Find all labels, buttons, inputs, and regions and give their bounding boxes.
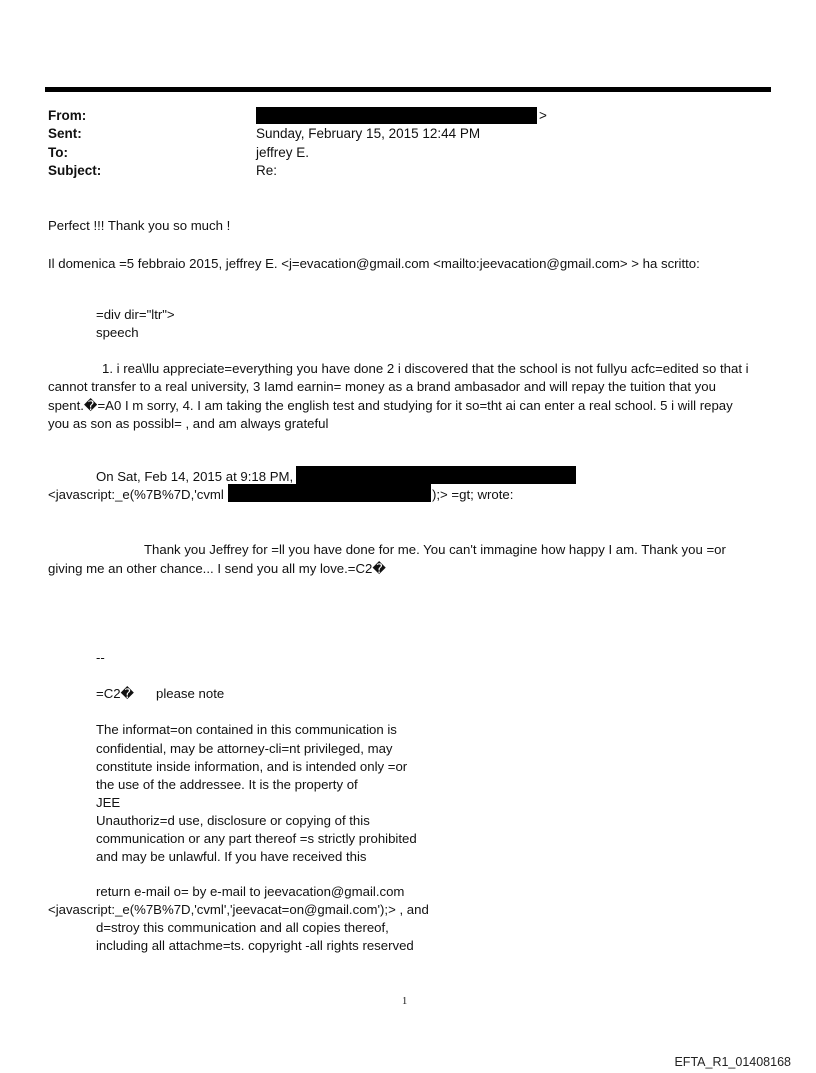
thank-you-line-1: Thank you Jeffrey for =ll you have done for me. You can't immagine how happy I am. Thank you =or bbox=[144, 542, 726, 557]
numbered-paragraph-line-4: you as son as possibl= , and am always grateful bbox=[48, 416, 329, 431]
subject-value: Re: bbox=[256, 163, 278, 178]
disclaimer-line: JEE bbox=[96, 795, 121, 810]
disclaimer-line: The informat=on contained in this communication is bbox=[96, 722, 397, 737]
sent-value: Sunday, February 15, 2015 12:44 PM bbox=[256, 126, 481, 141]
disclaimer-line: Unauthoriz=d use, disclosure or copying of this bbox=[96, 813, 370, 828]
note-prefix: =C2� bbox=[96, 686, 135, 701]
disclaimer-line: the use of the addressee. It is the property of bbox=[96, 777, 358, 792]
page-number: 1 bbox=[402, 996, 408, 1007]
disclaimer-line: confidential, may be attorney-cli=nt privileged, may bbox=[96, 741, 393, 756]
on-sat-line: On Sat, Feb 14, 2015 at 9:18 PM, bbox=[96, 469, 294, 484]
to-label: To: bbox=[48, 145, 68, 160]
numbered-paragraph-line-3: spent.�=A0 I m sorry, 4. I am taking the english test and studying for it so=tht ai can enter a real school. 5 i will repay bbox=[48, 398, 733, 413]
js-prefix: <javascript:_e(%7B%7D,'cvml bbox=[48, 487, 224, 502]
top-rule bbox=[45, 87, 771, 92]
return-line-3: d=stroy this communication and all copies thereof, bbox=[96, 920, 389, 935]
speech-line: speech bbox=[96, 325, 139, 340]
numbered-paragraph-line-1: 1. i rea\llu appreciate=everything you have done 2 i discovered that the school is not fullyu acfc=edited so that i bbox=[102, 361, 749, 376]
js-suffix: );> =gt; wrote: bbox=[432, 487, 514, 502]
from-suffix: > bbox=[539, 108, 547, 123]
return-line-1: return e-mail o= by e-mail to jeevacation@gmail.com bbox=[96, 884, 405, 899]
return-line-2: <javascript:_e(%7B%7D,'cvml','jeevacat=on@gmail.com');> , and bbox=[48, 902, 429, 917]
redaction-sender bbox=[296, 466, 576, 484]
redaction-from bbox=[256, 107, 537, 124]
redaction-email bbox=[228, 484, 431, 502]
document-id: EFTA_R1_01408168 bbox=[674, 1055, 791, 1069]
disclaimer-line: communication or any part thereof =s strictly prohibited bbox=[96, 831, 417, 846]
quote-header-line: Il domenica =5 febbraio 2015, jeffrey E. <j=evacation@gmail.com <mailto:jeevacation@gmail.com> > ha scritto: bbox=[48, 256, 700, 271]
disclaimer-line: constitute inside information, and is intended only =or bbox=[96, 759, 408, 774]
from-label: From: bbox=[48, 108, 87, 123]
reply-line: Perfect !!! Thank you so much ! bbox=[48, 218, 231, 233]
numbered-paragraph-line-2: cannot transfer to a real university, 3 Iamd earnin= money as a brand ambasador and will repay the tuition that you bbox=[48, 379, 716, 394]
return-line-4: including all attachme=ts. copyright -all rights reserved bbox=[96, 938, 414, 953]
sent-label: Sent: bbox=[48, 126, 82, 141]
subject-label: Subject: bbox=[48, 163, 102, 178]
disclaimer-line: and may be unlawful. If you have received this bbox=[96, 849, 367, 864]
div-line: =div dir="ltr"> bbox=[96, 307, 175, 322]
thank-you-line-2: giving me an other chance... I send you all my love.=C2� bbox=[48, 561, 386, 576]
note-text: please note bbox=[156, 686, 225, 701]
to-value: jeffrey E. bbox=[256, 145, 310, 160]
signature-dashes: -- bbox=[96, 650, 105, 665]
